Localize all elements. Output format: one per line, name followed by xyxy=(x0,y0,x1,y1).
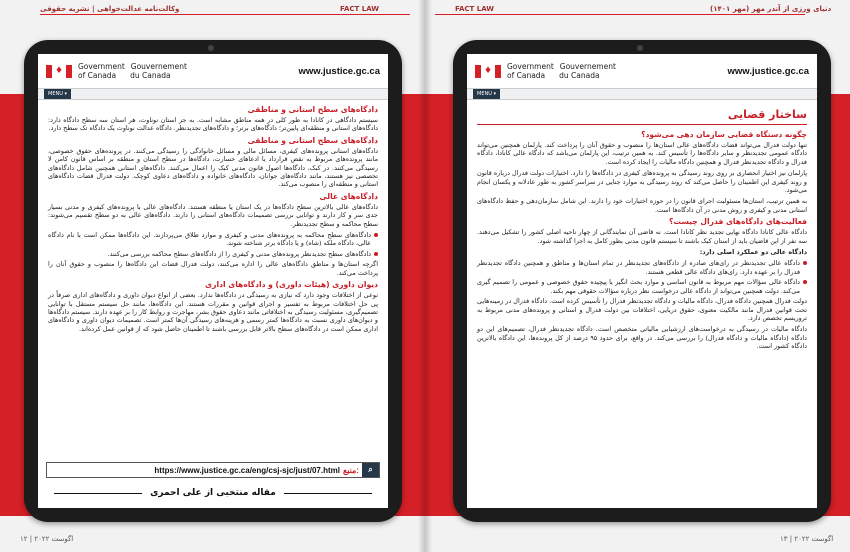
screen-right xyxy=(467,54,817,508)
section-heading: دیوان داوری (هیئات داوری) و دادگاه‌های اداری xyxy=(205,280,378,290)
page-number-left: ۱۲ | اگوست ۲۰۲۲ xyxy=(20,535,74,543)
paragraph: تنها دولت فدرال می‌تواند قضات دادگاه‌های عالی استان‌ها را منصوب و حقوق آنان را پرداخت کند. پارلمان همچنین می‌تواند دادگاه عمومی تجدیدنظر و سایر دادگاه‌ها را تأسیس کند. به همین ترتیب، این پارلمان می‌باشد که دادگاه عالی کانادا، دادگاه فدرال و دادگاه تجدیدنظر فدرال و همچنین دادگاه مالیات را ایجاد کرده است. xyxy=(477,141,807,166)
site-url[interactable]: www.justice.gc.ca xyxy=(727,65,809,77)
header-left-brand: FACT LAW xyxy=(340,5,380,13)
bullet-icon xyxy=(374,233,378,237)
nav-bar xyxy=(467,88,817,100)
header-right-text: دنیای ورزی از آندر مهر (مهر ۱۴۰۱) xyxy=(710,5,832,13)
gov-logo[interactable]: ♦ Government Gouvernement of Canada du Canada xyxy=(46,62,187,80)
right-page xyxy=(425,0,850,552)
paragraph: اگرچه استان‌ها و مناطق دادگاه‌های عالی را اداره می‌کنند، دولت فدرال قضات این دادگاه‌ها را منصوب و حقوق آنان را پرداخت می‌کند. xyxy=(48,260,378,277)
section-heading: دادگاه‌های سطح استانی و مناطقی xyxy=(247,135,378,145)
header-left-text: وکالت‌نامه عدالت‌خواهی | نشریه حقوقی xyxy=(40,5,180,13)
menu-button[interactable]: MENU ▾ xyxy=(473,89,500,99)
bullet-icon xyxy=(803,261,807,265)
paragraph: سیستم دادگاهی در کانادا به طور کلی در همه مناطق مشابه است. به جز استان نوناوت، هر استان سه سطح دادگاه دارد: دادگاه‌های استانی و منطقه‌ای پایین‌تر؛ دادگاه‌های برتر؛ و دادگاه‌های تجدیدنظر. دادگاه عدالت نوناوت یک دادگاه تک سطح دارد. xyxy=(48,116,378,133)
screen-left xyxy=(38,54,388,508)
list-item: دادگاه‌های سطح محاکمه به پرونده‌های مدنی و کیفری و موارد طلاق می‌پردازند. این دادگاه‌ها ممکن است با نام دادگاه عالی، دادگاه ملکه (شاه) و یا دادگاه برتر شناخته شوند. xyxy=(48,231,378,248)
source-bar[interactable] xyxy=(46,462,380,478)
paragraph: دادگاه‌های استانی پرونده‌های کیفری، مسائل مالی و مسائل خانوادگی را رسیدگی می‌کنند. در پرونده‌های حقوق خصوصی، مانند پرونده‌های مربوط به نقض قرارداد یا ادعاهای خسارت، دادگاه‌ها در سطح استان و منطقه بر اساس قانون کامن لا رسیدگی می‌کنند. در کبک، دادگاه‌ها اصول قانون مدنی کبک را اعمال می‌کنند. دادگاه‌های استانی همچنین شامل دادگاه‌های تخصصی نیز هستند، مانند دادگاه‌های جوانان، دادگاه‌های خانواده و دادگاه‌های دعاوی کوچک. دولت فدرال قضات دادگاه‌های استانی و منطقه‌ای را منصوب می‌کند. xyxy=(48,146,378,189)
section-heading: فعالیت‌های دادگاه‌های فدرال چیست؟ xyxy=(669,217,807,227)
site-header xyxy=(467,54,817,88)
header-right-brand: FACT LAW xyxy=(455,5,495,13)
bullet-icon xyxy=(803,280,807,284)
nav-bar xyxy=(38,88,388,100)
camera-icon xyxy=(208,45,214,51)
paragraph: نوعی از اختلافات وجود دارد که نیازی به رسیدگی در دادگاه‌ها ندارد. بعضی از انواع دیوان داوری و دادگاه‌های اداری صرفاً در پی حل اختلافات مربوط به تفسیر و اجرای قوانین و مقررات هستند. این دادگاه‌ها، مانند حل سیستم مستقل با توانایی تصمیم‌گیری، مسئولیت رسیدگی به اختلافاتی مانند دعاوی حقوق بشر، مهاجرت و روابط کار را بر عهده دارند. سیستم دادگاه‌ها و دیوان‌های داوری نسبت به دادگاه‌ها کمتر رسمی و هزینه‌های رسیدگی آن‌ها کمتر است. تصمیمات دیوان داوری و دادگاه‌های اداری ممکن است در دادگاه‌های سطح بالاتر قابل بررسی باشند تا اطمینان حاصل شود که از قوانین عمل کرده‌اند. xyxy=(48,291,378,333)
canada-flag-icon: ♦ xyxy=(46,65,72,78)
list-item: دادگاه عالی تجدیدنظر در رای‌های صادره از دادگاه‌های تجدیدنظر در تمام استان‌ها و مناطق و همچنین دادگاه تجدیدنظر فدرال را بر عهده دارد. رای‌های دادگاه عالی قطعی هستند. xyxy=(477,259,807,276)
list-item: دادگاه‌های سطح تجدیدنظر پرونده‌های مدنی و کیفری را از دادگاه‌های سطح محاکمه بررسی می‌کنند. xyxy=(48,250,378,258)
page-number-right: اگوست ۲۰۲۲ | ۱۳ xyxy=(780,535,834,543)
source-label: منبع: xyxy=(342,465,359,475)
tablet-left xyxy=(24,40,402,522)
paragraph: دولت فدرال همچنین دادگاه فدرال، دادگاه مالیات و دادگاه تجدیدنظر فدرال را تأسیس کرده است. دادگاه فدرال در زمینه‌هایی تحت قوانین فدرال مانند مالکیت معنوی، حقوق دریایی، اختلافات بین دولت فدرال و استانی و پرونده‌های مدنی مربوط به تروریسم تخصص دارد. xyxy=(477,297,807,322)
gov-logo[interactable]: ♦ Government Gouvernement of Canada du Canada xyxy=(475,62,616,80)
site-url[interactable]: www.justice.gc.ca xyxy=(298,65,380,77)
article-content xyxy=(38,100,388,339)
section-heading: دادگاه‌های سطح استانی و مناطقی xyxy=(247,105,378,114)
section-heading: دادگاه‌های عالی xyxy=(319,191,378,201)
search-icon[interactable]: ⌕ xyxy=(362,463,379,477)
article-content xyxy=(467,100,817,357)
paragraph: دادگاه عالی کانادا دادگاه نهایی تجدید نظر کانادا است. نه قاضی آن نمایندگانی از چهار ناحیه اصلی کشور را تشکیل می‌دهند. سه نفر از این قاضیان باید از استان کبک باشند تا سیستم قانون مدنی بطور کامل به اجرا گذاشته شود. xyxy=(477,228,807,245)
camera-icon xyxy=(637,45,643,51)
page-title: ساختار قضایی xyxy=(477,107,807,125)
paragraph: دادگاه عالی دو عملکرد اصلی دارد: xyxy=(699,248,807,257)
canada-flag-icon: ♦ xyxy=(475,65,501,78)
section-heading: چگونه دستگاه قضایی سازمان دهی می‌شود؟ xyxy=(641,130,807,139)
bullet-icon xyxy=(374,252,378,256)
tablet-right xyxy=(453,40,831,522)
paragraph: دادگاه مالیات در رسیدگی به درخواست‌های ارزشیابی مالیاتی متخصص است. دادگاه تجدیدنظر فدرال، تصمیم‌های این دو دادگاه (دادگاه مالیات و دادگاه فدرال) را بررسی می‌کند. در واقع، برای حدود ۹۵ درصد از کل پرونده‌ها، این دادگاه بالاترین دادگاه کشور است. xyxy=(477,325,807,351)
author-credit: مقاله منتخبی از علی احمری xyxy=(46,484,380,502)
paragraph: به همین ترتیب، استان‌ها مسئولیت اجرای قانون را در حوزه اختیارات خود را دارند. این شامل سازمان‌دهی و حفظ دادگاه‌های استانی مدنی و کیفری و روش مدنی در آن دادگاه‌ها است. xyxy=(477,197,807,214)
paragraph: پارلمان نیز اختیار انحصاری بر روی روند رسیدگی به پرونده‌های کیفری در دادگاه‌ها را دارد. اختیارات دولت فدرال درباره قانون و روند کیفری این اطمینان را حاصل می‌کند که روند رسیدگی به موارد جنایی در سراسر کشور به طور عادلانه و یکسان انجام می‌شود. xyxy=(477,169,807,195)
site-header xyxy=(38,54,388,88)
menu-button[interactable]: MENU ▾ xyxy=(44,89,71,99)
source-url[interactable]: https://www.justice.gc.ca/eng/csj-sjc/just/07.html xyxy=(154,465,340,475)
spine-shadow xyxy=(418,0,432,552)
list-item: دادگاه عالی سؤالات مهم مربوط به قانون اساسی و موارد بحث انگیز یا پیچیده حقوق خصوصی و عمومی را تصمیم گیری می‌کند. دولت همچنین می‌تواند از دادگاه عالی درخواست نظر درباره سؤالات حقوقی مهم بکند. xyxy=(477,278,807,295)
paragraph: دادگاه‌های عالی بالاترین سطح دادگاه‌ها در یک استان یا منطقه هستند. دادگاه‌های عالی با پرونده‌های کیفری و مدنی بسیار جدی سر و کار دارند و توانایی بررسی تصمیمات دادگاه‌های استانی را دارند. دادگاه‌های عالی به دو سطح تقسیم می‌شوند: سطح محاکمه و سطح تجدیدنظر. xyxy=(48,202,378,228)
